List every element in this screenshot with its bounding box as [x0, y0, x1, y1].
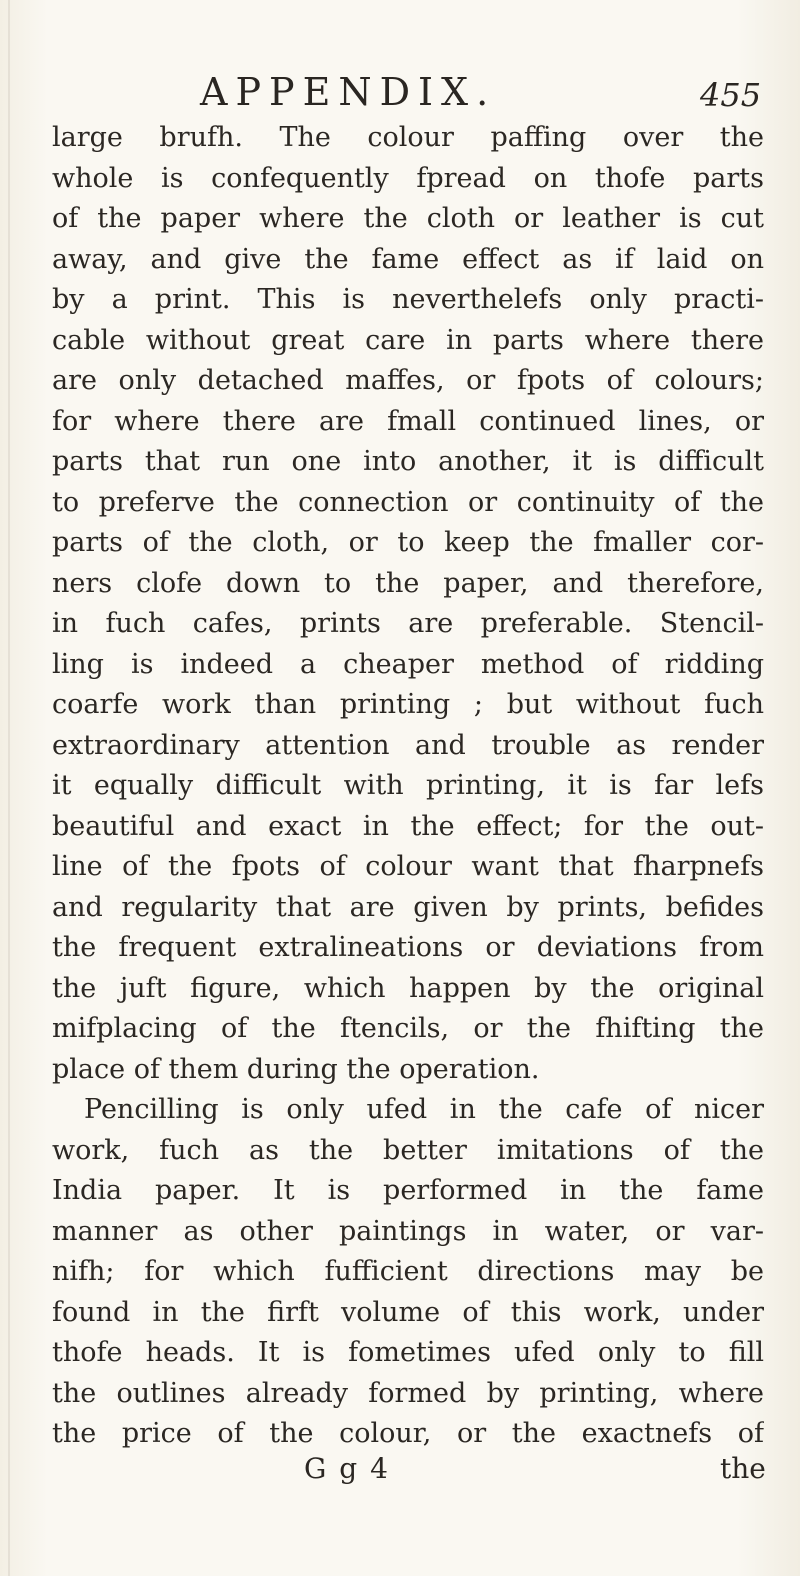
text-line: to preferve the connection or continuity of the [52, 486, 764, 518]
text-line: mifplacing of the ftencils, or the fhifting the [52, 1013, 764, 1044]
text-line: coarfe work than printing ; but without fuch [52, 689, 764, 720]
text-line: away, and give the fame effect as if laid on [52, 243, 764, 275]
text-line: whole is confequently fpread on thofe parts [52, 162, 764, 194]
text-line: beautiful and exact in the effect; for the out- [52, 810, 764, 842]
text-line: are only detached maffes, or fpots of colours; [52, 365, 764, 396]
catchword: the [720, 1452, 766, 1485]
text-line: ners clofe down to the paper, and therefore, [52, 567, 764, 599]
text-line: in fuch cafes, prints are preferable. Stencil- [52, 608, 764, 639]
text-line: the outlines already formed by printing, where [52, 1377, 764, 1409]
paragraph-end-line: place of them during the operation. [52, 1053, 540, 1085]
text-line: it equally difficult with printing, it is far lefs [52, 770, 764, 801]
text-line: found in the firft volume of this work, under [52, 1296, 764, 1328]
text-line: by a print. This is neverthelefs only practi- [52, 284, 764, 315]
signature-mark: G g 4 [304, 1452, 390, 1485]
page-footer [0, 1452, 800, 1492]
text-line: the frequent extralineations or deviations from [52, 932, 764, 963]
text-line: ling is indeed a cheaper method of ridding [52, 648, 764, 680]
text-line: large brufh. The colour paffing over the [52, 122, 764, 153]
body-text [52, 118, 764, 1455]
page-number: 455 [700, 76, 762, 114]
running-head: APPENDIX. [200, 70, 497, 114]
text-line: line of the fpots of colour want that fharpnefs [52, 851, 764, 882]
paragraph-start-line: Pencilling is only ufed in the cafe of nicer [84, 1094, 764, 1125]
text-line: the juft figure, which happen by the original [52, 972, 764, 1004]
text-line: manner as other paintings in water, or var- [52, 1215, 764, 1247]
text-line: the price of the colour, or the exactnefs of [52, 1418, 764, 1449]
text-line: India paper. It is performed in the fame [52, 1175, 764, 1206]
text-line: extraordinary attention and trouble as render [52, 729, 764, 761]
text-line: thofe heads. It is fometimes ufed only to fill [52, 1337, 764, 1368]
text-line: and regularity that are given by prints, befides [52, 891, 764, 923]
text-line: cable without great care in parts where there [52, 324, 764, 356]
text-line: of the paper where the cloth or leather is cut [52, 203, 764, 234]
page-header [0, 70, 800, 114]
text-line: work, fuch as the better imitations of the [52, 1134, 764, 1166]
text-line: parts of the cloth, or to keep the fmaller cor- [52, 527, 764, 558]
text-line: nifh; for which fufficient directions may be [52, 1256, 764, 1287]
text-line: for where there are fmall continued lines, or [52, 405, 764, 437]
page-gutter-shadow [8, 0, 10, 1576]
text-line: parts that run one into another, it is difficult [52, 446, 764, 477]
